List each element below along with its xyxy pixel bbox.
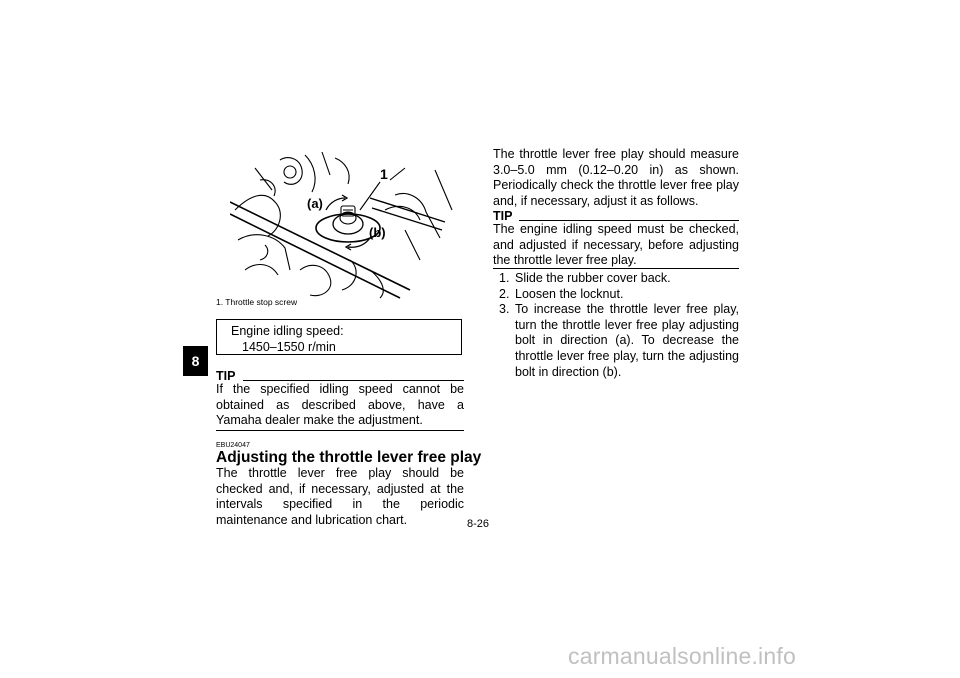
- tip-text-left: If the specified idling speed cannot be obtained as described above, have a Yamaha dealer make the adjustment.: [216, 382, 464, 428]
- tip-heading-left: TIP: [216, 369, 236, 383]
- direction-a-label: (a): [307, 196, 323, 211]
- throttle-stop-screw-illustration: [230, 150, 455, 300]
- callout-number: 1: [380, 166, 388, 182]
- section-code: EBU24047: [216, 442, 250, 449]
- step-item: [499, 287, 739, 303]
- tip-rule-bottom-right: [493, 268, 739, 269]
- tip-rule-top-left: [243, 380, 464, 381]
- step-text: Slide the rubber cover back.: [515, 271, 671, 285]
- step-text: Loosen the locknut.: [515, 286, 624, 301]
- step-number: 1.: [499, 271, 510, 285]
- section-title: Adjusting the throttle lever free play: [216, 449, 482, 466]
- tip-heading-right: TIP: [493, 209, 513, 223]
- step-text: To increase the throttle lever free play, turn the throttle lever free play adjusting bolt in direction (a). To decrease the throttle lever free play, turn the adjusting bolt in direction (b).: [515, 302, 739, 379]
- direction-b-label: (b): [369, 225, 386, 240]
- chapter-tab: 8: [183, 346, 208, 376]
- spec-label: Engine idling speed:: [231, 324, 344, 338]
- section-intro: The throttle lever free play should be checked and, if necessary, adjusted at the intervals specified in the periodic maintenance and lubrication chart.: [216, 466, 464, 527]
- step-item: [499, 302, 739, 380]
- step-number: 2.: [499, 286, 510, 301]
- idle-speed-spec-box: [216, 319, 462, 355]
- watermark: carmanualsonline.info: [568, 643, 796, 669]
- engine-drawing: [230, 150, 455, 300]
- step-number: 3.: [499, 302, 510, 317]
- free-play-intro: The throttle lever free play should measure 3.0–5.0 mm (0.12–0.20 in) as shown. Periodically check the throttle lever free play and, if necessary, adjust it as follows.: [493, 147, 739, 208]
- tip-text-right: The engine idling speed must be checked, and adjusted if necessary, before adjusting the throttle lever free play.: [493, 222, 739, 268]
- spec-value: 1450–1550 r/min: [242, 340, 336, 354]
- tip-rule-top-right: [519, 220, 739, 221]
- step-item: [499, 271, 739, 287]
- tip-rule-bottom-left: [216, 430, 464, 431]
- figure-caption: 1. Throttle stop screw: [216, 297, 298, 307]
- page-number: 8-26: [467, 518, 490, 530]
- procedure-steps: [499, 271, 739, 380]
